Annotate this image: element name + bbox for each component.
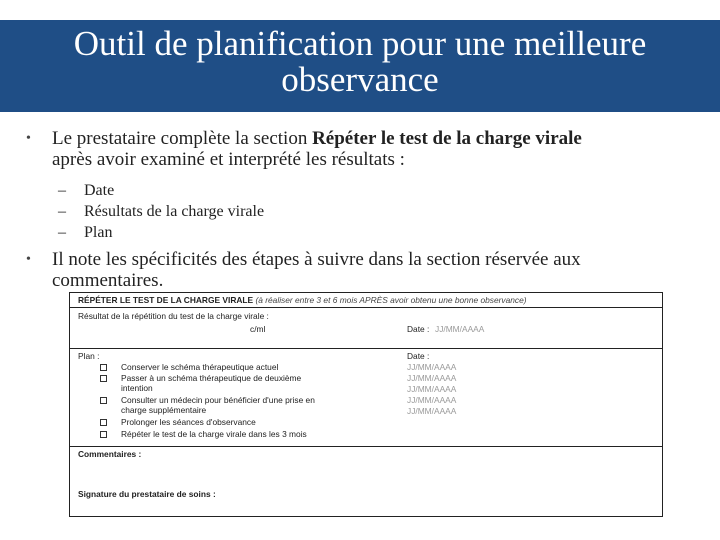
plan-option-repeat[interactable]: Répéter le test de la charge virale dans les 3 mois [100, 429, 307, 439]
dash-icon: – [58, 203, 66, 220]
sub-item-date: – Date [58, 182, 115, 199]
viral-load-form [69, 292, 663, 517]
form-header [70, 293, 662, 308]
bullet-1-bold: Répéter le test de la charge virale [312, 128, 582, 149]
bullet-1 [26, 128, 706, 170]
title-line-1: Outil de planification pour une meilleure [73, 24, 647, 63]
result-section [70, 308, 662, 349]
bullet-dot-icon: • [26, 252, 31, 267]
bullet-2 [26, 249, 706, 291]
checkbox-icon[interactable] [100, 431, 107, 438]
plan-date-field[interactable]: JJ/MM/AAAA [407, 384, 457, 394]
plan-date-label: Date : [407, 351, 430, 361]
dash-icon: – [58, 224, 66, 241]
comments-section [70, 447, 662, 515]
plan-option-consult[interactable]: Consulter un médecin pour bénéficier d'une prise en charge supplémentaire [100, 395, 315, 415]
plan-option-switch[interactable]: Passer à un schéma thérapeutique de deuxième intention [100, 373, 301, 393]
bullet-2-line1: Il note les spécificités des étapes à suivre dans la section réservée aux [52, 249, 581, 270]
bullet-1-suffix: après avoir examiné et interprété les résultats : [52, 149, 405, 170]
comments-label: Commentaires : [78, 449, 142, 459]
checkbox-icon[interactable] [100, 375, 107, 382]
result-label: Résultat de la répétition du test de la charge virale : [78, 311, 269, 321]
plan-date-field[interactable]: JJ/MM/AAAA [407, 373, 457, 383]
signature-label: Signature du prestataire de soins : [78, 489, 216, 499]
plan-date-field[interactable]: JJ/MM/AAAA [407, 406, 457, 416]
title-line-2: observance [281, 60, 439, 99]
dash-icon: – [58, 182, 66, 199]
plan-section [70, 349, 662, 447]
plan-date-field[interactable]: JJ/MM/AAAA [407, 362, 457, 372]
sub-item-plan: – Plan [58, 224, 113, 241]
bullet-list [26, 128, 706, 291]
form-header-note: (à réaliser entre 3 et 6 mois APRÈS avoir obtenu une bonne observance) [255, 295, 527, 305]
checkbox-icon[interactable] [100, 419, 107, 426]
bullet-2-line2: commentaires. [52, 270, 164, 291]
plan-date-field[interactable]: JJ/MM/AAAA [407, 395, 457, 405]
slide-title [0, 20, 720, 112]
form-header-title: RÉPÉTER LE TEST DE LA CHARGE VIRALE [78, 295, 254, 305]
sub-item-results: – Résultats de la charge virale [58, 203, 265, 220]
bullet-1-prefix: Le prestataire complète la section [52, 128, 313, 149]
result-date-field[interactable]: JJ/MM/AAAA [435, 324, 485, 334]
bullet-dot-icon: • [26, 131, 31, 146]
plan-label: Plan : [78, 351, 100, 361]
unit-label: c/ml [250, 324, 266, 334]
plan-option-keep[interactable]: Conserver le schéma thérapeutique actuel [100, 362, 278, 372]
sub-list [58, 180, 706, 243]
checkbox-icon[interactable] [100, 397, 107, 404]
checkbox-icon[interactable] [100, 364, 107, 371]
plan-option-extend[interactable]: Prolonger les séances d'observance [100, 417, 256, 427]
date-label: Date : [407, 324, 430, 334]
